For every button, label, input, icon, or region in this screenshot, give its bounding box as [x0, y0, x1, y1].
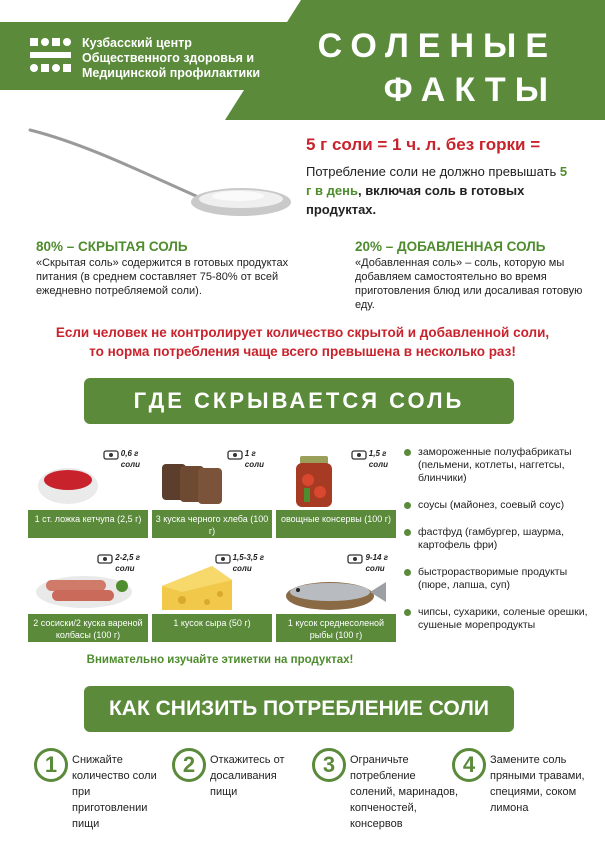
product-card [28, 553, 148, 642]
product-card [276, 449, 396, 538]
list-item: фастфуд (гамбургер, шаурма, картофель фри) [404, 526, 594, 552]
scale-icon [97, 552, 113, 564]
salt-amount-value: 9-14 г [365, 553, 388, 563]
salt-amount-value: 1,5-3,5 г [232, 553, 264, 563]
salt-amount-value: 2-2,5 г [115, 553, 140, 563]
hidden-salt-title: 80% – СКРЫТАЯ СОЛЬ [36, 239, 188, 254]
salt-amount [227, 448, 264, 469]
salt-amount-unit: соли [368, 460, 388, 469]
product-caption: 1 кусок среднесоленой рыбы (100 г) [276, 614, 396, 642]
title-line: ФАКТЫ [383, 71, 557, 109]
formula-description [306, 162, 576, 219]
product-card [152, 449, 272, 538]
scale-icon [227, 448, 243, 460]
warning-line: то норма потребления чаще всего превышена в несколько раз! [89, 344, 516, 359]
salt-amount-value: 1 г [244, 449, 256, 459]
formula-highlight: 5 г в день [306, 164, 568, 198]
list-item: чипсы, сухарики, соленые орешки, сушеные морепродукты [404, 606, 594, 632]
org-line: Общественного здоровья и [82, 51, 255, 65]
scale-icon [347, 552, 363, 564]
product-image [152, 553, 272, 614]
scale-icon [351, 448, 367, 460]
salt-amount-unit: соли [244, 460, 264, 469]
product-caption: 1 кусок сыра (50 г) [152, 614, 272, 642]
salt-amount [347, 552, 388, 573]
product-caption: 1 ст. ложка кетчупа (2,5 г) [28, 510, 148, 538]
org-line: Кузбасский центр [82, 36, 192, 50]
salt-amount-unit: соли [232, 564, 252, 573]
salt-amount-unit: соли [120, 460, 140, 469]
hidden-salt-list [404, 446, 594, 646]
reduce-salt-banner: КАК СНИЗИТЬ ПОТРЕБЛЕНИЕ СОЛИ [84, 686, 514, 732]
step-number: 2 [172, 748, 206, 782]
salt-amount-value: 1,5 г [368, 449, 387, 459]
product-card [152, 553, 272, 642]
step-text: Замените соль пряными травами, специями, соком лимона [490, 754, 585, 814]
product-card [276, 553, 396, 642]
product-image [28, 553, 148, 614]
formula-headline: 5 г соли = 1 ч. л. без горки = [306, 135, 541, 154]
title-line: СОЛЕНЫЕ [317, 27, 557, 65]
step-number: 4 [452, 748, 486, 782]
product-image [276, 449, 396, 510]
added-salt-text: «Добавленная соль» – соль, которую мы добавляем самостоятельно во время приготовления блюд или досаливая готовую еду. [355, 257, 583, 311]
step-number: 1 [34, 748, 68, 782]
added-salt-block [355, 240, 585, 312]
salt-amount [103, 448, 140, 469]
org-name [82, 36, 260, 81]
product-caption: овощные консервы (100 г) [276, 510, 396, 538]
list-item: замороженные полуфабрикаты (пельмени, котлеты, наггетсы, блинчики) [404, 446, 594, 485]
labels-note: Внимательно изучайте этикетки на продуктах! [86, 654, 354, 666]
list-item: соусы (майонез, соевый соус) [404, 499, 594, 512]
hidden-salt-text: «Скрытая соль» содержится в готовых продуктах питания (в среднем составляет 75-80% от всей ежедневно потребляемой соли). [36, 257, 289, 297]
added-salt-title: 20% – ДОБАВЛЕННАЯ СОЛЬ [355, 239, 546, 254]
product-image [276, 553, 396, 614]
step-number: 3 [312, 748, 346, 782]
formula-text-bold: , включая соль в готовых продуктах. [306, 183, 525, 217]
salt-amount-unit: соли [115, 564, 135, 573]
scale-icon [103, 448, 119, 460]
warning-line: Если человек не контролирует количество скрытой и добавленной соли, [55, 325, 550, 340]
product-caption: 2 сосиски/2 куска вареной колбасы (100 г) [28, 614, 148, 642]
org-line: Медицинской профилактики [82, 66, 261, 80]
list-item: быстрорастворимые продукты (пюре, лапша, суп) [404, 566, 594, 592]
salt-amount-value: 0,6 г [120, 449, 139, 459]
product-card [28, 449, 148, 538]
page-title [318, 24, 557, 112]
hidden-salt-block [36, 240, 326, 298]
scale-icon [215, 552, 231, 564]
formula-text: Потребление соли не должно превышать [306, 164, 560, 179]
salt-amount [351, 448, 388, 469]
product-caption: 3 куска черного хлеба (100 г) [152, 510, 272, 538]
salt-amount [97, 552, 140, 573]
step-text: Снижайте количество соли при приготовлении пищи [72, 754, 157, 830]
step-text: Ограничьте потребление солений, маринадов, копченостей, консервов [350, 754, 459, 830]
product-image [152, 449, 272, 510]
warning-text [0, 323, 605, 361]
step-text: Откажитесь от досаливания пищи [210, 754, 285, 798]
spoon-illustration [26, 124, 296, 224]
salt-amount [215, 552, 264, 573]
product-image [28, 449, 148, 510]
hidden-salt-banner: ГДЕ СКРЫВАЕТСЯ СОЛЬ [84, 378, 514, 424]
salt-amount-unit: соли [365, 564, 385, 573]
header [0, 0, 605, 120]
org-logo-icon [30, 38, 72, 76]
